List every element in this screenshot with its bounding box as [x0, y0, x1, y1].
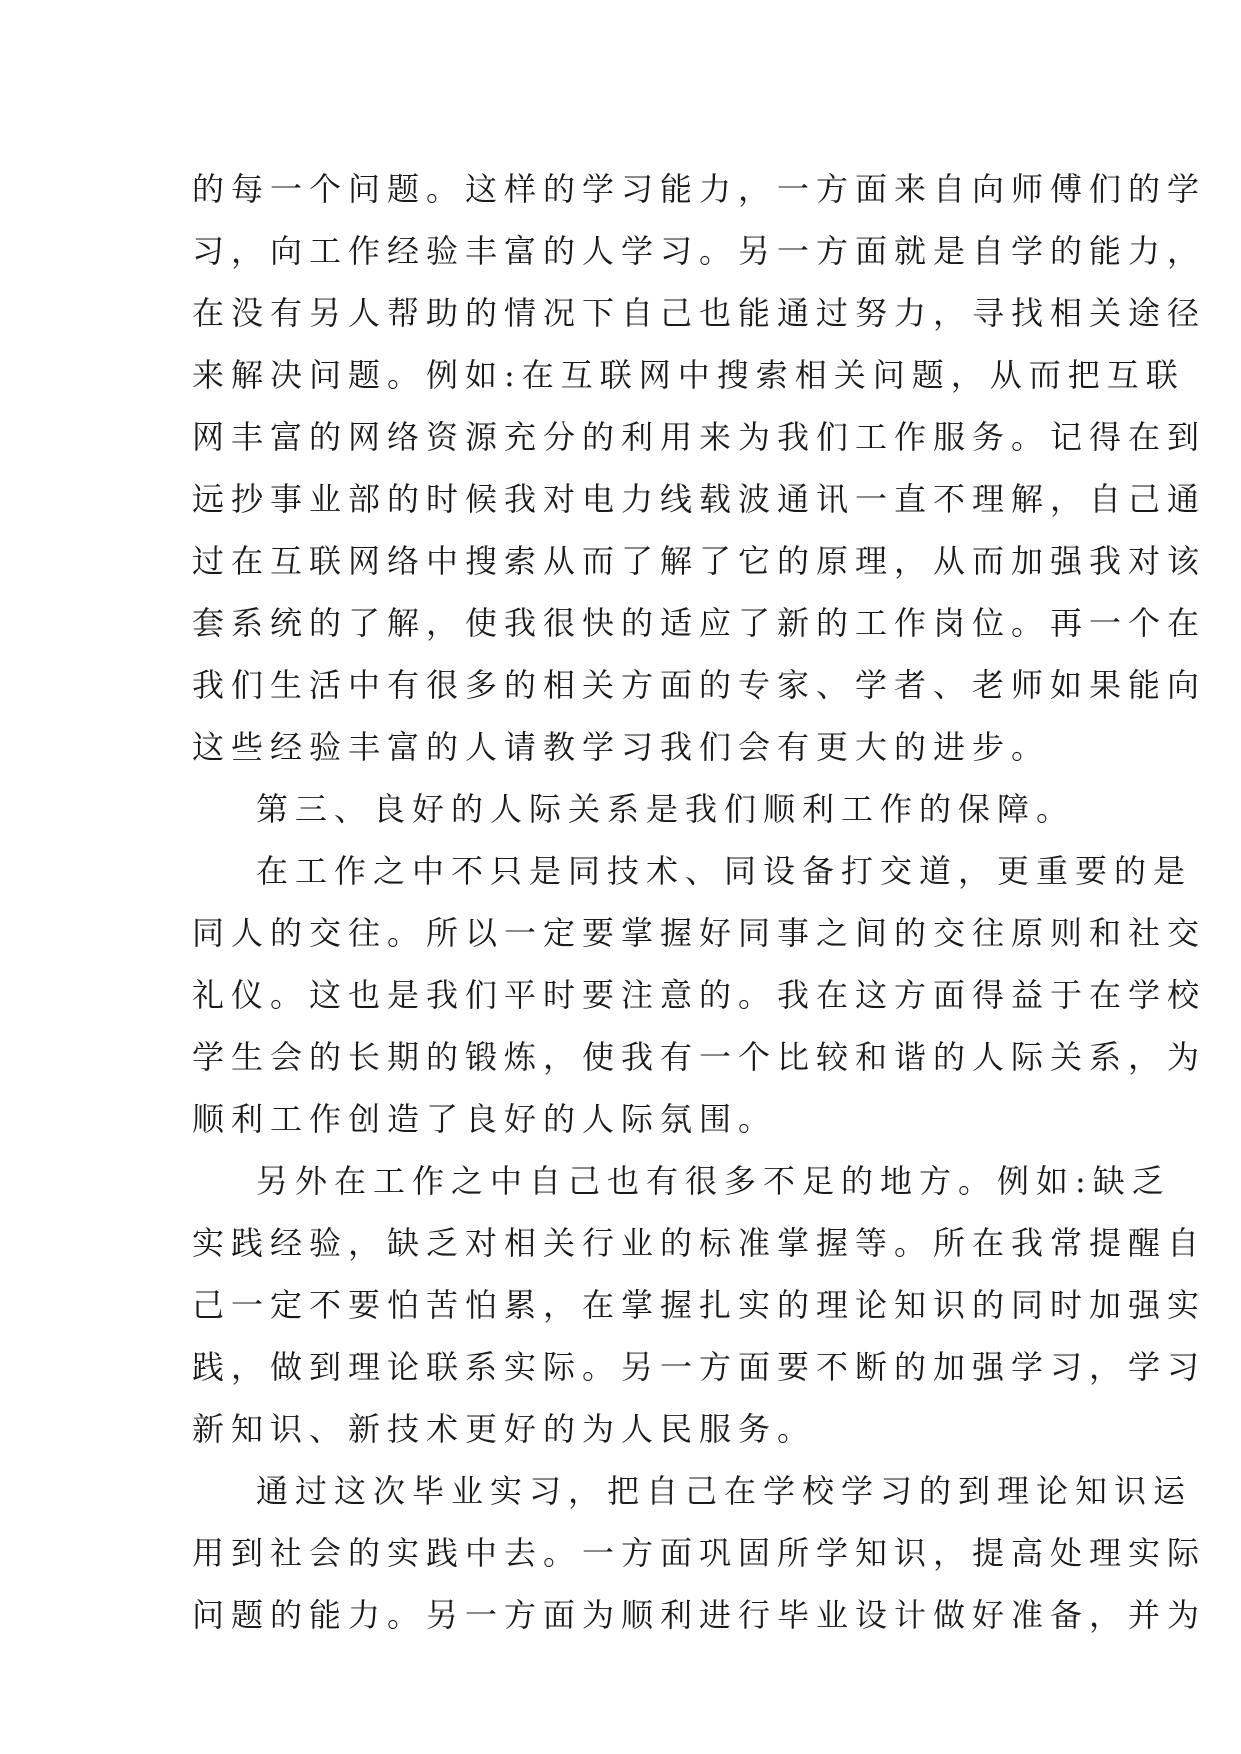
text-line: 实践经验，缺乏对相关行业的标准掌握等。所在我常提醒自 [192, 1224, 1207, 1262]
text-line: 己一定不要怕苦怕累，在掌握扎实的理论知识的同时加强实 [192, 1286, 1207, 1324]
text-line: 另外在工作之中自己也有很多不足的地方。例如:缺乏 [256, 1162, 1171, 1200]
text-line: 第三、良好的人际关系是我们顺利工作的保障。 [256, 790, 1076, 828]
text-line: 这些经验丰富的人请教学习我们会有更大的进步。 [192, 728, 1051, 766]
text-line: 通过这次毕业实习，把自己在学校学习的到理论知识运 [256, 1472, 1193, 1510]
text-line: 用到社会的实践中去。一方面巩固所学知识，提高处理实际 [192, 1534, 1207, 1572]
text-line: 同人的交往。所以一定要掌握好同事之间的交往原则和社交 [192, 914, 1207, 952]
text-line: 顺利工作创造了良好的人际氛围。 [192, 1100, 778, 1138]
text-line: 套系统的了解，使我很快的适应了新的工作岗位。再一个在 [192, 604, 1207, 642]
text-line: 来解决问题。例如:在互联网中搜索相关问题，从而把互联 [192, 356, 1185, 394]
text-line: 学生会的长期的锻炼，使我有一个比较和谐的人际关系，为 [192, 1038, 1207, 1076]
text-line: 礼仪。这也是我们平时要注意的。我在这方面得益于在学校 [192, 976, 1207, 1014]
text-line: 问题的能力。另一方面为顺利进行毕业设计做好准备，并为 [192, 1596, 1207, 1634]
text-line: 习，向工作经验丰富的人学习。另一方面就是自学的能力， [192, 232, 1207, 270]
text-line: 的每一个问题。这样的学习能力，一方面来自向师傅们的学 [192, 170, 1207, 208]
text-line: 我们生活中有很多的相关方面的专家、学者、老师如果能向 [192, 666, 1207, 704]
body-text [192, 158, 1207, 1646]
text-line: 践，做到理论联系实际。另一方面要不断的加强学习，学习 [192, 1348, 1207, 1386]
text-line: 在没有另人帮助的情况下自己也能通过努力，寻找相关途径 [192, 294, 1207, 332]
text-line: 网丰富的网络资源充分的利用来为我们工作服务。记得在到 [192, 418, 1207, 456]
text-line: 远抄事业部的时候我对电力线载波通讯一直不理解，自己通 [192, 480, 1207, 518]
text-line: 过在互联网络中搜索从而了解了它的原理，从而加强我对该 [192, 542, 1207, 580]
text-line: 在工作之中不只是同技术、同设备打交道，更重要的是 [256, 852, 1193, 890]
text-line: 新知识、新技术更好的为人民服务。 [192, 1410, 817, 1448]
